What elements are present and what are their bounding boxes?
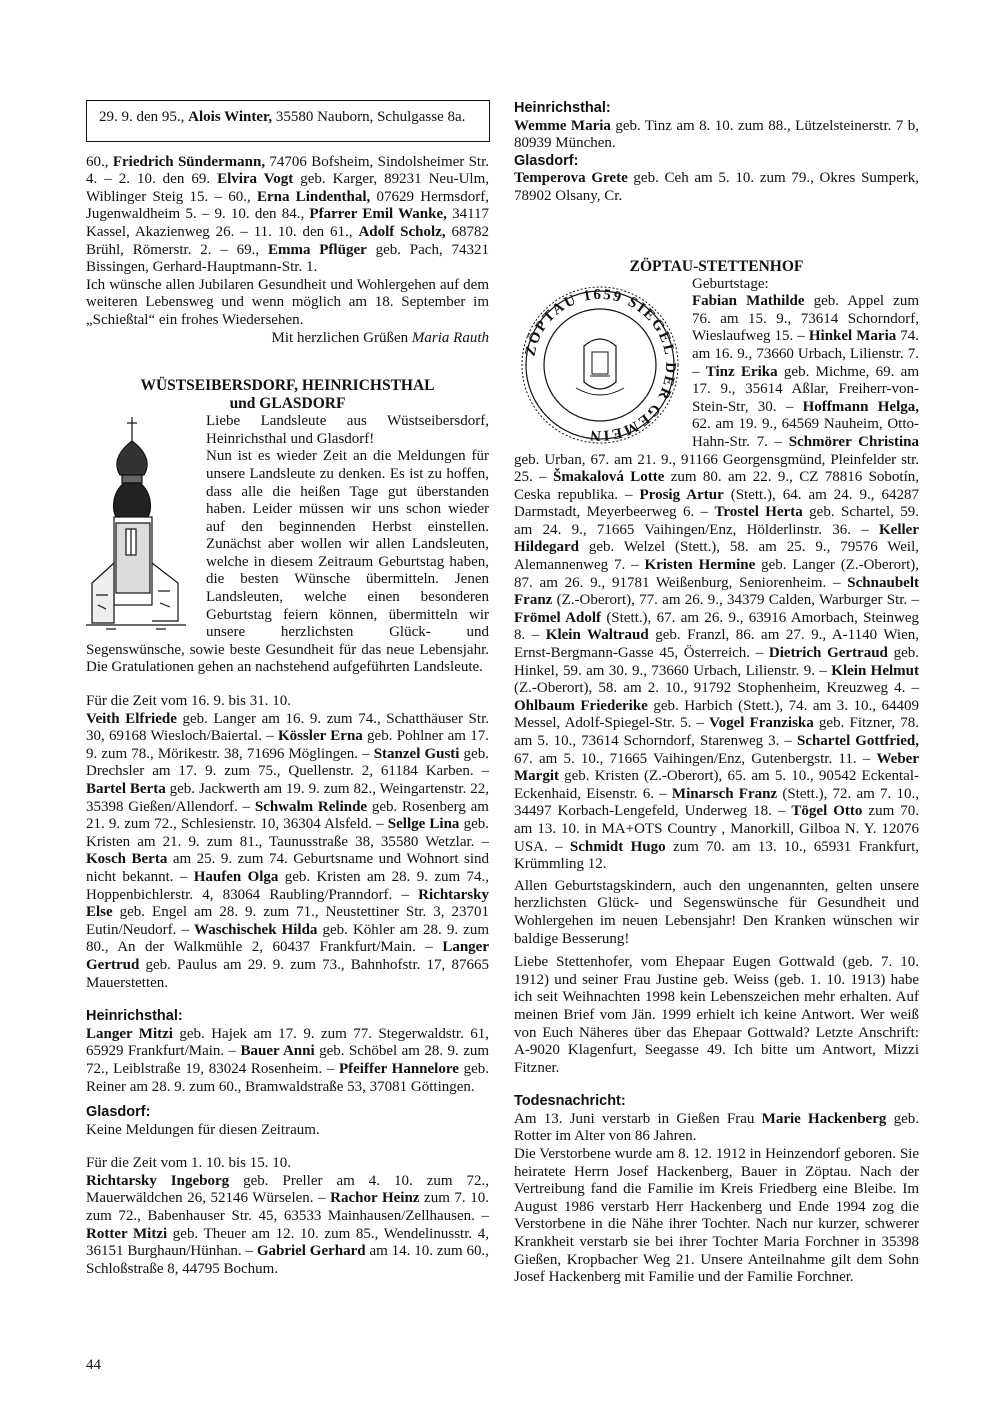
entry-details: geb. Preller am 4. 10. zum 72., Mauerwäldchen 26, 52146 Würselen. – (86, 1172, 490, 1207)
entry-name: Veith Elfriede (86, 710, 177, 727)
entry-name: Ohlbaum Friederike (514, 697, 648, 714)
entry-name: Schartel Gottfried, (796, 733, 919, 749)
entry-name: Vogel Franziska (709, 715, 814, 732)
municipal-seal-image (514, 284, 686, 446)
entry-name: Rachor Heinz (330, 1190, 420, 1207)
entry-name: Keller Hildegard (514, 521, 919, 556)
subheading-glasdorf-right: Glasdorf: (514, 152, 579, 169)
birthday-list-paragraph: 60., Friedrich Sündermann, 74706 Bofsheim, Sindolsheimer Str. 4. – 2. 10. den 69. Elvira Vogt geb. Karger, 89231 Neu-Ulm, Wiblinger Steig 15. – 60., Erna Lindenthal, 07629 Hermsdorf, Jugenwaldheim 5. – 9. 10. den 84., Pfarrer Emil Wanke, 34117 Kassel, Akazienweg 26. – 11. 10. den 61., Adolf Scholz, 68782 Brühl, Römerstr. 2. – 69., Emma Pflüger geb. Pach, 74321 Bissingen, Gerhard-Hauptmann-Str. 1. (86, 153, 490, 276)
entry-name: Rotter Mitzi (86, 1225, 168, 1242)
entry-details: zum 80. am 22. 9., CZ 78816 Sobotín, Ceska republika. – (514, 469, 920, 503)
entry-details: 67. am 5. 10., 71665 Vaihingen/Enz, Gutenbergstr. 11. – (514, 750, 877, 767)
birthday-list-heinrichsthal-right (514, 118, 919, 153)
subheading-heinrichsthal: Heinrichsthal: (86, 1008, 183, 1025)
entry-details: geb. Michme, 69. am 17. 9., 35614 Aßlar, Freiherr-von-Stein-Str, 30. – (692, 363, 919, 415)
section-heading-zoeptau: ZÖPTAU-STETTENHOF (629, 257, 804, 275)
entry-name: Tinz Erika (705, 363, 778, 380)
entry-name: Kosch Berta (86, 851, 168, 868)
entry-name: Sellge Lina (387, 816, 460, 833)
entry-details: geb. Kristen (Z.-Oberort), 65. am 5. 10., 90542 Eckental-Eckenhaid, Eisenstr. 6. – (514, 768, 919, 802)
birthdays-label: Geburtstage: (692, 275, 769, 292)
entry-details: geb. Harbich (Stett.), 74. am 3. 10., 64409 Messel, Adolf-Spiegel-Str. 5. – (514, 697, 919, 732)
entry-name: Richtarsky Else (86, 886, 489, 921)
wishes-paragraph: Ich wünsche allen Jubilaren Gesundheit und Wohlergehen auf dem weiteren Lebensweg und wenn möglich am 18. September im „Schießtal“ ein frohes Wiedersehen. (86, 276, 489, 328)
section-heading-wuestseibersdorf: WÜSTSEIBERSDORF, HEINRICHSTHAL und GLASDORF (140, 377, 435, 413)
entry-details: am 25. 9. zum 74. Geburtsname und Wohnort sind nicht bekannt. – (86, 851, 489, 885)
boxed-entry (86, 100, 490, 142)
entry-name: Richtarsky Ingeborg (86, 1172, 230, 1189)
section-body (86, 413, 489, 677)
entry-name: Minarsch Franz (671, 785, 778, 802)
entry-details: geb. Schöbel am 28. 9. zum 72., Leiblstraße 19, 83024 Rosenheim. – (86, 1043, 490, 1077)
obituary-text: Die Verstorbene wurde am 8. 12. 1912 in Heinzendorf geboren. Sie heiratete Herrn Josef Hackenberg, Bauer in Zöptau. Nach der Vertreibung fand die Familie im Kreis Friedberg eine Bleibe. Im August 1986 verstarb Herr Hackenberg und Ende 1994 zog die Verstorbene in die Nähe ihrer Tochter. Nach nur kurzer, schwerer Krankheit verstarb sie bei ihrer Tochter Maria Forchner in 35398 Gießen, Kropbacher Weg 21. Unsere Anteilnahme gilt dem Sohn Josef Hackenberg mit Familie und der Familie Forchner. (514, 1146, 919, 1286)
entry-details: geb. Köhler am 28. 9. zum 80., An der Walkmühle 2, 60437 Frankfurt/Main. – (86, 921, 489, 956)
entry-name: Weber Margit (514, 750, 919, 785)
subheading-heinrichsthal-right: Heinrichsthal: (514, 100, 611, 116)
zoeptau-section (514, 276, 919, 874)
svg-text:ZÖPTAU 1659 SIEGEL DER GEMEIN: ZÖPTAU 1659 SIEGEL DER GEMEIN (522, 286, 679, 443)
entry-details: 74. am 16. 9., 73660 Urbach, Lilienstr. 7. – (692, 328, 920, 380)
entry-details: (Stett.), 64. am 24. 9., 64287 Darmstadt, Meyerbeerweg 6. – (514, 486, 919, 521)
signoff: Mit herzlichen Grüßen Maria Rauth (271, 329, 489, 346)
entry-name: Waschischek Hilda (194, 921, 318, 938)
entry-details: geb. Franzl, 86. am 27. 9., A-1140 Wien, Ernst-Bergmann-Gasse 45, Österreich. – (514, 627, 920, 662)
entry-details: am 14. 10. zum 60., Schloßstraße 8, 44795 Bochum. (86, 1243, 489, 1277)
box-address: 35580 Nauborn, Schulgasse 8a. (275, 109, 466, 125)
entry-name: Dietrich Gertraud (768, 645, 888, 662)
entry-details: zum 70. am 13. 10. in MA+OTS Country , Manorkill, Gilboa N. Y. 12076 USA. – (514, 803, 919, 855)
entry-name: Stanzel Gusti (373, 745, 460, 762)
entry-details: geb. Tinz am 8. 10. zum 88., Lützelsteinerstr. 7 b, 80939 München. (514, 117, 919, 152)
entry-details: (Stett.), 72. am 7. 10., 34497 Korbach-Lengefeld, Underweg 18. – (514, 785, 919, 820)
entry-name: Klein Waltraud (545, 627, 649, 644)
entry-details: geb. Jackwerth am 19. 9. zum 82., Weingartenstr. 22, 35398 Gießen/Allendorf. – (86, 781, 489, 815)
box-name: Alois Winter, (188, 109, 273, 125)
entry-name: Schmörer Christina (788, 433, 919, 450)
entry-name: Hinkel Maria (808, 328, 897, 345)
right-column (514, 100, 919, 1287)
glasdorf-text: Keine Meldungen für diesen Zeitraum. (86, 1121, 320, 1138)
birthday-list-wuestseibersdorf (86, 711, 489, 993)
church-illustration (86, 413, 200, 633)
subheading-glasdorf: Glasdorf: (86, 1104, 151, 1121)
period-label-1: Für die Zeit vom 16. 9. bis 31. 10. (86, 693, 291, 710)
birthday-list-glasdorf-right (514, 170, 919, 205)
entry-name: Schwalm Relinde (254, 798, 368, 815)
entry-name: Wemme Maria (514, 117, 611, 134)
entry-details: geb. Schartel, 59. am 24. 9., 71665 Vaihingen/Enz, Hölderlinstr. 36. – (514, 504, 920, 538)
entry-details: geb. Pohlner am 17. 9. zum 78., Mörikestr. 38, 71696 Möglingen. – (86, 728, 489, 762)
entry-details: geb. Paulus am 29. 9. zum 73., Bahnhofstr. 17, 87665 Mauerstetten. (86, 956, 489, 991)
entry-details: geb. Kristen am 21. 9. zum 81., Taunusstraße 38, 35580 Wetzlar. – (86, 816, 489, 850)
entry-details: geb. Kristen am 28. 9. zum 74., Hoppenbichlerstr. 4, 83064 Raubling/Pranndorf. – (86, 868, 490, 903)
period-label-2: Für die Zeit vom 1. 10. bis 15. 10. (86, 1155, 291, 1172)
entry-details: geb. Engel am 28. 9. zum 71., Neustettiner Str. 3, 23701 Eutin/Neudorf. – (86, 904, 489, 938)
entry-name: Šmakalová Lotte (552, 469, 665, 486)
obituary-intro: Am 13. Juni verstarb in Gießen Frau Marie Hackenberg geb. Rotter im Alter von 86 Jahren. (514, 1110, 920, 1145)
box-date: 29. 9. den 95., (99, 109, 185, 125)
birthday-list-heinrichsthal (86, 1026, 489, 1096)
entry-details: geb. Welzel (Stett.), 58. am 25. 9., 79576 Weil, Alemannenweg 7. – (514, 539, 919, 574)
entry-name: Pfeiffer Hannelore (338, 1060, 459, 1077)
entry-details: geb. Hajek am 17. 9. zum 77. Stegerwaldstr. 61, 65929 Frankfurt/Main. – (86, 1025, 489, 1060)
subheading-obituary: Todesnachricht: (514, 1093, 626, 1110)
entry-details: geb. Langer am 16. 9. zum 74., Schatthäuser Str. 30, 69168 Wiesloch/Baiertal. – (86, 710, 489, 745)
page-number: 44 (86, 1357, 101, 1373)
entry-name: Schnaubelt Franz (514, 574, 919, 609)
entry-details: zum 7. 10. zum 72., Babenhauser Str. 45, 63533 Mainhausen/Zellhausen. – (86, 1190, 490, 1225)
entry-name: Haufen Olga (193, 868, 279, 885)
entry-details: (Stett.), 67. am 26. 9., 63916 Amorbach, Steinweg 8. – (514, 609, 919, 644)
entry-name: Schmidt Hugo (569, 838, 666, 855)
gottwald-inquiry: Liebe Stettenhofer, vom Ehepaar Eugen Gottwald (geb. 7. 10. 1912) und seiner Frau Justine geb. Weiss (geb. 1. 10. 1913) habe ich seit Weihnachten 1998 kein Lebenszeichen mehr erhalten. Auf meinen Brief vom Jän. 1999 erhielt ich keine Antwort. Wer weiß von Euch Näheres über das Ehepaar Gottwald? Letzte Anschrift: A-9020 Klagenfurt, Seegasse 49. Ich bitte um Antwort, Mizzi Fitzner. (514, 954, 919, 1076)
entry-details: 62. am 19. 9., 64569 Nauheim, Otto-Hahn-Str. 7. – (692, 416, 919, 450)
entry-name: Kössler Erna (277, 728, 363, 745)
entry-details: geb. Reiner am 28. 9. zum 60., Bramwaldstraße 53, 37081 Göttingen. (86, 1060, 489, 1095)
entry-name: Langer Gertrud (86, 939, 489, 973)
entry-name: Fabian Mathilde (692, 293, 805, 310)
entry-details: geb. Theuer am 12. 10. zum 85., Wendelinusstr. 4, 36151 Burghaun/Hünhan. – (86, 1225, 489, 1260)
entry-name: Bartel Berta (86, 781, 166, 797)
entry-details: geb. Langer (Z.-Oberort), 87. am 26. 9., 91781 Weißenburg, Seniorenheim. – (514, 557, 919, 591)
entry-name: Klein Helmut (831, 662, 920, 679)
entry-details: geb. Urban, 67. am 21. 9., 91166 Georgensgmünd, Pleinfelder str. 25. – (514, 451, 919, 486)
entry-details: (Z.-Oberort), 58. am 2. 10., 91792 Stophenheim, Kreuzweg 4. – (514, 680, 919, 697)
entry-name: Frömel Adolf (514, 609, 601, 626)
birthday-list-period-2 (86, 1173, 489, 1279)
entry-details: geb. Rosenberg am 21. 9. zum 72., Schlesienstr. 10, 36304 Alsfeld. – (86, 798, 489, 833)
entry-details: geb. Fitzner, 78. am 5. 10., 73614 Schorndorf, Starenweg 3. – (514, 715, 920, 749)
entry-name: Trostel Herta (714, 504, 803, 521)
entry-details: (Z.-Oberort), 77. am 26. 9., 34379 Calden, Warburger Str. – (552, 592, 919, 609)
entry-name: Gabriel Gerhard (256, 1243, 366, 1260)
entry-details: geb. Drechsler am 17. 9. zum 75., Quellenstr. 2, 61184 Karben. – (86, 745, 489, 780)
intro-text: Nun ist es wieder Zeit an die Meldungen für unsere Landsleute zu denken. Es ist zu hoffen, dass alle die heißen Tage gut überstanden haben. Leider müssen wir uns schon wieder auf den beginnenden Herbst einstellen. Zunächst aber wollen wir allen Landsleuten, welche in diesem Zeitraum Geburtstag haben, die besten Wünsche übermitteln. Jenen Landsleuten, welche einen besonderen Geburtstag feiern können, übermitteln wir unsere herzlichsten Glück- und Segenswünsche, sowie beste Gesundheit für das neue Lebensjahr. Die Gratulationen gehen an nachstehend aufgeführten Landsleute. (86, 448, 489, 676)
entry-details: zum 70. am 13. 10., 65931 Frankfurt, Krümmling 12. (514, 838, 919, 873)
left-column (86, 100, 489, 1278)
entry-details: geb. Appel zum 76. am 15. 9., 73614 Schorndorf, Wieslaufweg 15. – (692, 293, 919, 345)
entry-name: Prosig Artur (639, 486, 724, 503)
entry-name: Bauer Anni (240, 1043, 315, 1060)
wishes-paragraph-right: Allen Geburtstagskindern, auch den ungenannten, gelten unsere herzlichsten Glück- und Segenswünsche für Gesundheit und Wohlergehen im neuen Lebensjahr! Den Kranken wünschen wir baldige Besserung! (514, 877, 919, 947)
intro-greeting: Liebe Landsleute aus Wüstseibersdorf, Heinrichsthal und Glasdorf! (206, 413, 489, 447)
entry-name: Langer Mitzi (86, 1025, 173, 1042)
entry-name: Hoffmann Helga, (802, 398, 919, 415)
entry-details: geb. Hinkel, 59. am 30. 9., 73660 Urbach, Lilienstr. 9. – (514, 645, 919, 679)
entry-name: Kristen Hermine (644, 557, 756, 574)
entry-name: Temperova Grete (514, 170, 628, 187)
entry-details: geb. Ceh am 5. 10. zum 79., Okres Sumperk, 78902 Olsany, Cr. (514, 170, 919, 204)
entry-name: Tögel Otto (791, 803, 863, 820)
